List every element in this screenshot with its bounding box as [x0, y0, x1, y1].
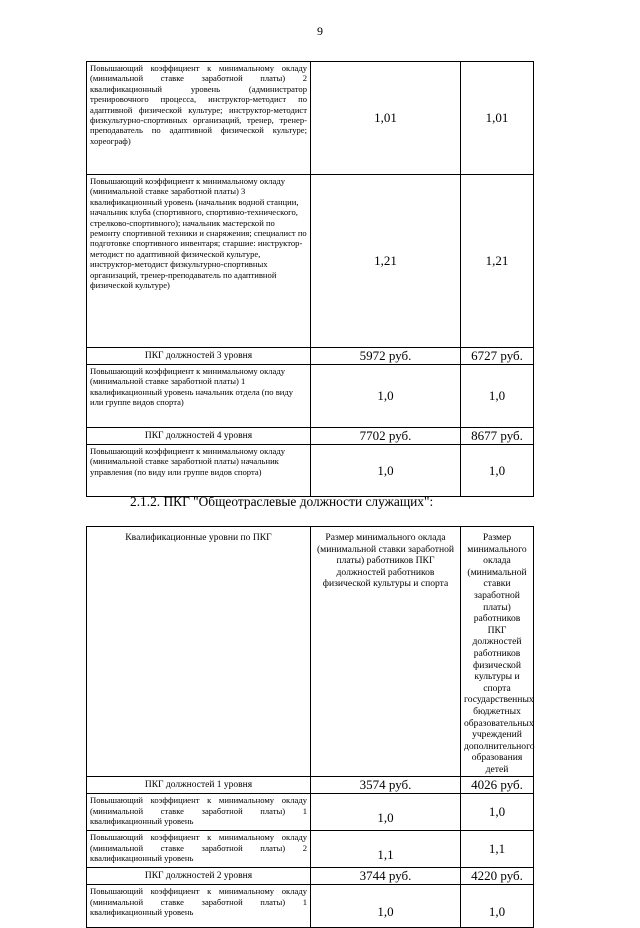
group-value-col3: 4026 руб. [461, 777, 534, 794]
table-row [87, 885, 534, 928]
row-value-col3: 1,21 [461, 175, 534, 348]
table-group-row [87, 428, 534, 445]
group-label: ПКГ должностей 3 уровня [87, 348, 311, 365]
row-description: Повышающий коэффициент к минимальному окладу (минимальной ставке заработной платы) 1 квалификационный уровень начальник отдела (по виду или группе видов спорта) [87, 365, 311, 428]
row-value-col3: 1,01 [461, 62, 534, 175]
section-heading: 2.1.2. ПКГ "Общеотраслевые должности служащих": [130, 494, 434, 509]
row-value-col2: 1,0 [311, 794, 461, 831]
table-group-row [87, 868, 534, 885]
table-row [87, 365, 534, 428]
row-value-col3: 1,0 [461, 885, 534, 928]
row-value-col2: 1,0 [311, 885, 461, 928]
group-value-col3: 8677 руб. [461, 428, 534, 445]
table-group-row [87, 777, 534, 794]
header-levels: Квалификационные уровни по ПКГ [87, 527, 311, 777]
table-row [87, 62, 534, 175]
group-value-col2: 7702 руб. [311, 428, 461, 445]
row-value-col2: 1,21 [311, 175, 461, 348]
header-min-salary-education: Размер минимального оклада (минимальной ставки заработной платы) работников ПКГ должностей работников физической культуры и спорта государственных бюджетных образовательных учреждений дополнительного образования детей [461, 527, 534, 777]
row-description: Повышающий коэффициент к минимальному окладу (минимальной ставке заработной платы) 2 квалификационный уровень (администратор тренировочного процесса, инструктор-методист по адаптивной физической культуре; инструктор-методист физкультурно-спортивных организаций, тренер, тренер-преподаватель по адаптивной физической культуре; хореограф) [87, 62, 311, 175]
table-row [87, 175, 534, 348]
row-value-col2: 1,0 [311, 365, 461, 428]
row-description: Повышающий коэффициент к минимальному окладу (минимальной ставке заработной платы) 1 квалификационный уровень [87, 885, 311, 928]
group-label: ПКГ должностей 2 уровня [87, 868, 311, 885]
row-description: Повышающий коэффициент к минимальному окладу (минимальной ставке заработной платы) 2 квалификационный уровень [87, 831, 311, 868]
table-group-row [87, 348, 534, 365]
salary-table-upper [86, 61, 534, 497]
row-value-col3: 1,0 [461, 445, 534, 497]
row-value-col3: 1,0 [461, 794, 534, 831]
page-number: 9 [317, 24, 323, 38]
group-label: ПКГ должностей 4 уровня [87, 428, 311, 445]
row-value-col3: 1,1 [461, 831, 534, 868]
group-value-col2: 5972 руб. [311, 348, 461, 365]
table-row [87, 831, 534, 868]
row-value-col2: 1,01 [311, 62, 461, 175]
group-value-col3: 6727 руб. [461, 348, 534, 365]
row-value-col2: 1,0 [311, 445, 461, 497]
header-min-salary: Размер минимального оклада (минимальной ставки заработной платы) работников ПКГ должностей работников физической культуры и спорта [311, 527, 461, 777]
salary-table-lower [86, 526, 534, 928]
group-value-col2: 3574 руб. [311, 777, 461, 794]
row-description: Повышающий коэффициент к минимальному окладу (минимальной ставке заработной платы) 3 квалификационный уровень (начальник водной станции, начальник клуба (спортивного, спортивно-технического, стрелково-спортивного); начальник мастерской по ремонту спортивной техники и снаряжения; специалист по подготовке спортивного инвентаря; старшие: инструктор-методист по адаптивной физической культуре, инструктор-методист физкультурно-спортивных организаций, тренер-преподаватель по адаптивной физической культуре) [87, 175, 311, 348]
group-value-col3: 4220 руб. [461, 868, 534, 885]
row-value-col2: 1,1 [311, 831, 461, 868]
group-value-col2: 3744 руб. [311, 868, 461, 885]
row-description: Повышающий коэффициент к минимальному окладу (минимальной ставке заработной платы) 1 квалификационный уровень [87, 794, 311, 831]
table-row [87, 445, 534, 497]
row-value-col3: 1,0 [461, 365, 534, 428]
row-description: Повышающий коэффициент к минимальному окладу (минимальной ставке заработной платы) начальник управления (по виду или группе видов спорта) [87, 445, 311, 497]
group-label: ПКГ должностей 1 уровня [87, 777, 311, 794]
table-row [87, 794, 534, 831]
table-header-row [87, 527, 534, 777]
